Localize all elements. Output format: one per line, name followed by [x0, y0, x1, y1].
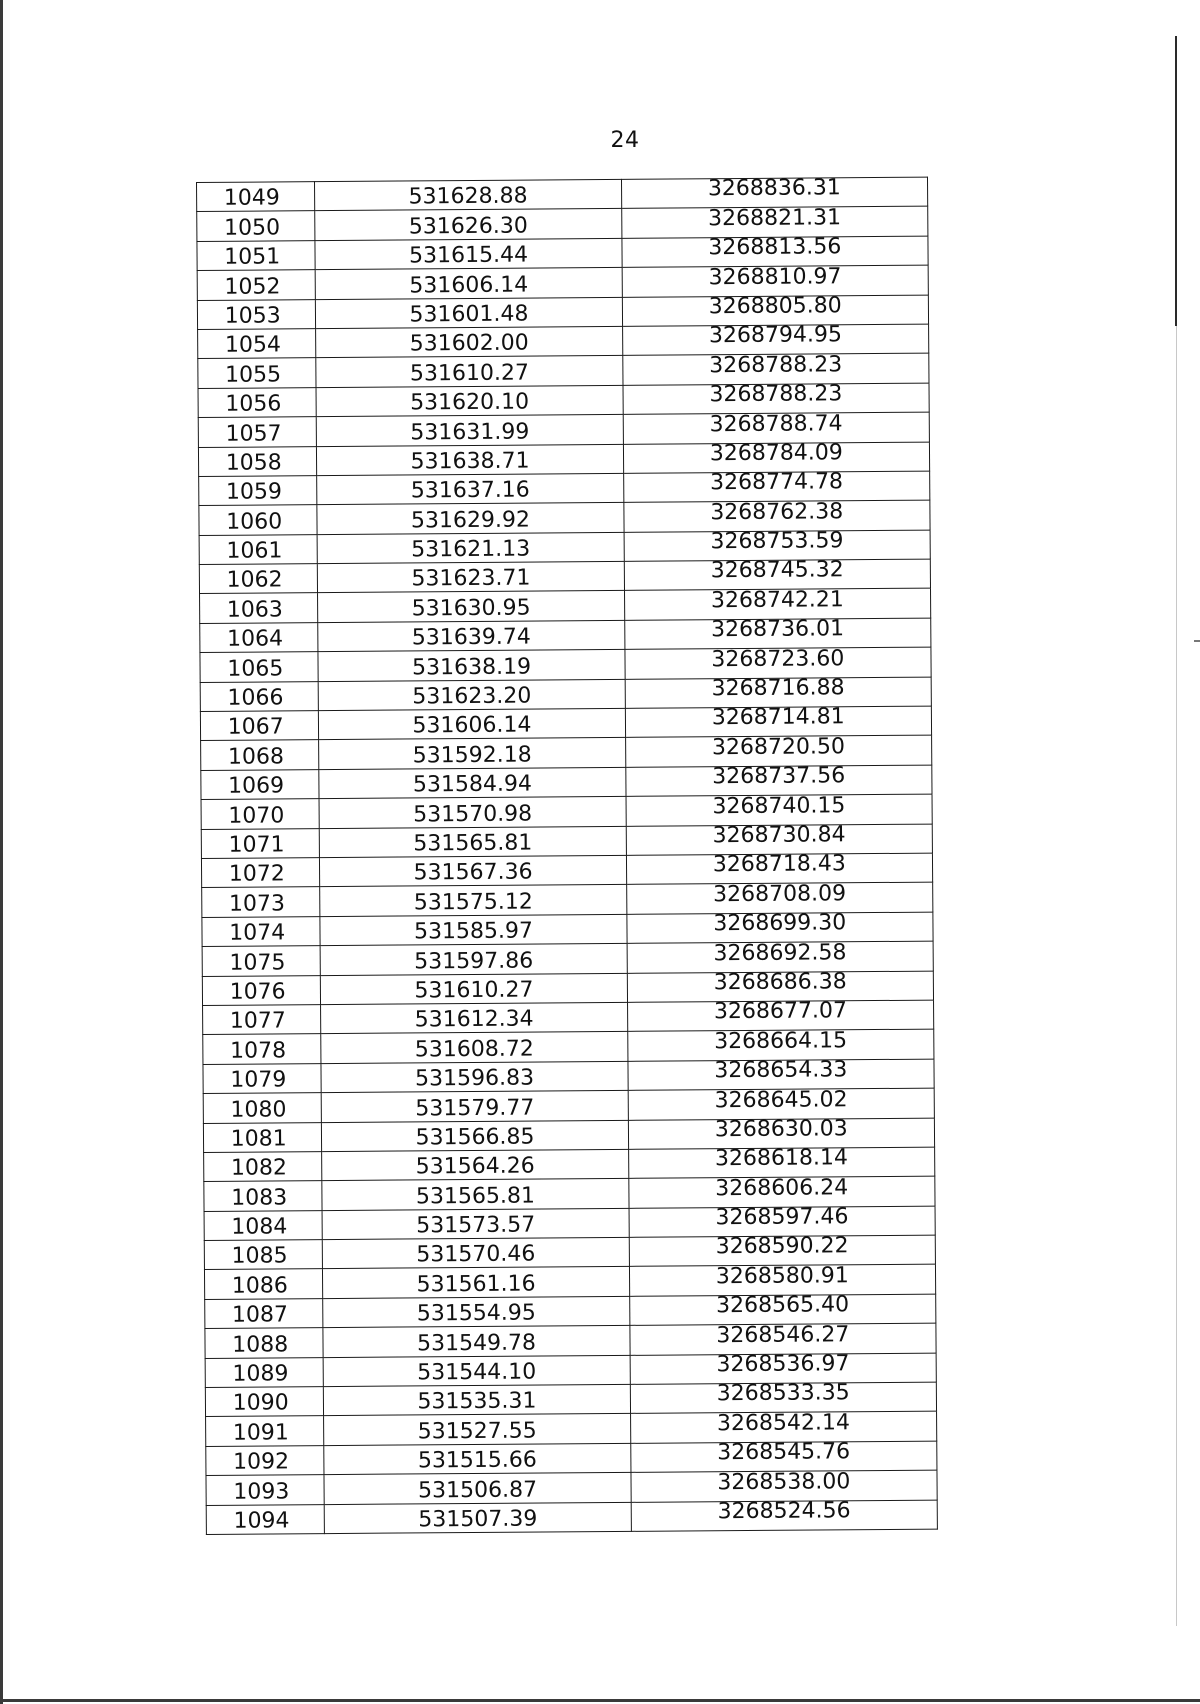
point-number-cell — [203, 1122, 322, 1152]
x-coordinate-cell-text: 531601.48 — [409, 301, 529, 328]
y-coordinate-cell-text: 3268565.40 — [715, 1292, 850, 1319]
page-number: 24 — [610, 128, 640, 153]
x-coordinate-cell-text: 531639.74 — [411, 624, 531, 651]
x-coordinate-cell — [317, 473, 623, 505]
x-coordinate-cell — [318, 561, 624, 593]
x-coordinate-cell-text: 531584.94 — [412, 771, 533, 798]
y-coordinate-cell — [628, 1088, 935, 1120]
point-number-cell — [198, 329, 317, 359]
x-coordinate-cell — [324, 1473, 630, 1505]
point-number-cell — [197, 299, 316, 329]
x-coordinate-cell — [325, 1502, 631, 1534]
point-number-cell — [198, 387, 317, 417]
point-number-cell-text: 1058 — [225, 450, 282, 476]
point-number-cell — [197, 240, 316, 270]
y-coordinate-cell — [622, 236, 929, 268]
y-coordinate-cell — [628, 1118, 935, 1150]
point-number-cell-text: 1089 — [232, 1361, 289, 1387]
y-coordinate-cell — [621, 207, 928, 239]
x-coordinate-cell-text: 531561.16 — [416, 1271, 536, 1298]
y-coordinate-cell-text: 3268536.97 — [716, 1351, 850, 1378]
y-coordinate-cell-text: 3268664.15 — [714, 1027, 848, 1054]
point-number-cell-text: 1065 — [227, 656, 284, 682]
y-coordinate-cell — [626, 824, 933, 856]
x-coordinate-cell — [321, 973, 627, 1005]
x-coordinate-cell-text: 531621.13 — [411, 536, 531, 563]
point-number-cell-text: 1080 — [230, 1096, 287, 1123]
point-number-cell — [205, 1298, 324, 1328]
point-number-cell — [204, 1210, 323, 1240]
point-number-cell — [199, 505, 318, 535]
x-coordinate-cell — [318, 650, 624, 682]
coordinate-table-body — [197, 177, 938, 1534]
x-coordinate-cell-text: 531628.88 — [408, 183, 528, 210]
y-coordinate-cell — [623, 471, 930, 503]
point-number-cell — [201, 799, 320, 829]
point-number-cell-text: 1051 — [224, 244, 281, 270]
x-coordinate-cell-text: 531602.00 — [409, 330, 529, 357]
point-number-cell — [206, 1416, 325, 1446]
point-number-cell — [197, 270, 316, 300]
y-coordinate-cell — [629, 1235, 936, 1267]
point-number-cell-text: 1084 — [231, 1214, 288, 1240]
x-coordinate-cell — [315, 238, 621, 270]
x-coordinate-cell-text: 531515.66 — [417, 1447, 537, 1474]
scan-border-bottom — [0, 1699, 1200, 1702]
x-coordinate-cell — [323, 1267, 629, 1299]
point-number-cell — [204, 1240, 323, 1270]
x-coordinate-cell-text: 531566.85 — [415, 1124, 535, 1151]
y-coordinate-cell-text: 3268630.03 — [714, 1116, 848, 1143]
x-coordinate-cell-text: 531638.71 — [410, 448, 530, 475]
x-coordinate-cell-text: 531631.99 — [410, 419, 530, 445]
y-coordinate-cell-text: 3268723.60 — [711, 645, 845, 672]
y-coordinate-cell-text: 3268533.35 — [716, 1380, 850, 1407]
point-number-cell — [197, 182, 316, 212]
point-number-cell-text: 1088 — [232, 1331, 289, 1358]
point-number-cell-text: 1094 — [233, 1508, 290, 1534]
x-coordinate-cell-text: 531612.34 — [414, 1006, 534, 1033]
scan-speck — [1194, 640, 1200, 642]
point-number-cell — [202, 975, 321, 1005]
point-number-cell-text: 1055 — [225, 362, 282, 388]
x-coordinate-cell — [320, 914, 626, 946]
x-coordinate-cell-text: 531638.19 — [411, 654, 532, 681]
y-coordinate-cell-text: 3268699.30 — [713, 910, 847, 937]
y-coordinate-cell-text: 3268692.58 — [713, 939, 847, 966]
y-coordinate-cell-text: 3268821.31 — [708, 205, 842, 232]
y-coordinate-cell — [629, 1294, 936, 1326]
x-coordinate-cell — [316, 268, 622, 300]
y-coordinate-cell-text: 3268546.27 — [716, 1321, 850, 1348]
x-coordinate-cell-text: 531610.27 — [409, 360, 529, 387]
x-coordinate-cell-text: 531610.27 — [414, 977, 534, 1004]
x-coordinate-cell — [319, 738, 625, 770]
x-coordinate-cell-text: 531554.95 — [416, 1300, 536, 1327]
x-coordinate-cell-text: 531507.39 — [418, 1506, 538, 1533]
y-coordinate-cell — [627, 912, 934, 944]
x-coordinate-cell — [319, 797, 625, 829]
point-number-cell — [202, 946, 321, 976]
x-coordinate-cell — [316, 385, 622, 417]
y-coordinate-cell-text: 3268720.50 — [711, 734, 846, 761]
y-coordinate-cell — [622, 295, 929, 327]
y-coordinate-cell — [626, 794, 933, 826]
point-number-cell — [202, 916, 321, 946]
y-coordinate-cell — [630, 1382, 937, 1414]
point-number-cell-text: 1062 — [226, 567, 283, 594]
y-coordinate-cell — [630, 1441, 937, 1473]
point-number-cell — [204, 1151, 323, 1181]
y-coordinate-cell-text: 3268654.33 — [714, 1057, 848, 1084]
y-coordinate-cell-text: 3268774.78 — [709, 469, 844, 496]
x-coordinate-cell — [321, 1032, 627, 1064]
y-coordinate-cell-text: 3268813.56 — [708, 234, 842, 261]
y-coordinate-cell — [627, 1029, 934, 1061]
x-coordinate-cell-text: 531579.77 — [415, 1095, 535, 1121]
y-coordinate-cell — [628, 1059, 935, 1091]
point-number-cell-text: 1070 — [228, 802, 285, 829]
point-number-cell-text: 1091 — [232, 1420, 289, 1446]
point-number-cell — [200, 652, 319, 682]
y-coordinate-cell — [625, 647, 932, 679]
x-coordinate-cell-text: 531596.83 — [415, 1065, 535, 1092]
y-coordinate-cell — [628, 1176, 935, 1208]
point-number-cell — [201, 858, 320, 888]
point-number-cell — [206, 1504, 325, 1534]
x-coordinate-cell — [317, 503, 623, 535]
x-coordinate-cell-text: 531565.81 — [415, 1183, 536, 1210]
y-coordinate-cell — [623, 500, 930, 532]
x-coordinate-cell — [315, 209, 621, 241]
x-coordinate-cell — [321, 1061, 627, 1093]
x-coordinate-cell-text: 531549.78 — [416, 1330, 537, 1357]
y-coordinate-cell-text: 3268794.95 — [708, 322, 843, 349]
point-number-cell — [198, 417, 317, 447]
y-coordinate-cell-text: 3268590.22 — [715, 1233, 849, 1260]
point-number-cell-text: 1056 — [225, 391, 282, 417]
point-number-cell-text: 1073 — [228, 891, 286, 917]
x-coordinate-cell — [315, 179, 621, 211]
y-coordinate-cell-text: 3268810.97 — [708, 263, 842, 290]
scan-border-right-faint — [1176, 326, 1177, 1626]
point-number-cell — [206, 1445, 325, 1475]
y-coordinate-cell — [621, 177, 928, 209]
y-coordinate-cell-text: 3268718.43 — [712, 851, 846, 878]
y-coordinate-cell-text: 3268736.01 — [711, 616, 845, 643]
y-coordinate-cell-text: 3268753.59 — [710, 528, 844, 555]
y-coordinate-cell — [629, 1265, 936, 1297]
x-coordinate-cell — [318, 620, 624, 652]
y-coordinate-cell — [624, 559, 931, 591]
point-number-cell-text: 1077 — [229, 1008, 286, 1035]
x-coordinate-cell — [317, 444, 623, 476]
table-row — [206, 1500, 937, 1535]
x-coordinate-cell — [316, 297, 622, 329]
point-number-cell — [198, 446, 317, 476]
point-number-cell — [203, 1063, 322, 1093]
x-coordinate-cell — [324, 1355, 630, 1387]
y-coordinate-cell — [623, 383, 930, 415]
point-number-cell-text: 1081 — [230, 1126, 287, 1152]
y-coordinate-cell — [631, 1470, 938, 1502]
coordinate-table — [196, 177, 938, 1535]
point-number-cell — [205, 1387, 324, 1417]
x-coordinate-cell-text: 531567.36 — [413, 859, 533, 886]
x-coordinate-cell — [317, 532, 623, 564]
point-number-cell — [200, 681, 319, 711]
x-coordinate-cell-text: 531575.12 — [413, 889, 533, 916]
x-coordinate-cell-text: 531573.57 — [416, 1212, 536, 1239]
y-coordinate-cell-text: 3268580.91 — [715, 1263, 849, 1290]
y-coordinate-cell-text: 3268730.84 — [712, 822, 846, 849]
y-coordinate-cell — [624, 618, 931, 650]
y-coordinate-cell — [624, 530, 931, 562]
y-coordinate-cell — [625, 677, 932, 709]
x-coordinate-cell-text: 531564.26 — [415, 1153, 535, 1180]
point-number-cell-text: 1061 — [226, 538, 283, 564]
point-number-cell-text: 1079 — [230, 1067, 287, 1093]
y-coordinate-cell — [626, 853, 933, 885]
y-coordinate-cell-text: 3268524.56 — [717, 1498, 851, 1525]
x-coordinate-cell — [322, 1179, 628, 1211]
y-coordinate-cell-text: 3268538.00 — [717, 1468, 851, 1495]
x-coordinate-cell-text: 531629.92 — [410, 507, 531, 534]
x-coordinate-cell-text: 531615.44 — [408, 242, 529, 269]
point-number-cell-text: 1078 — [229, 1038, 287, 1064]
y-coordinate-cell-text: 3268686.38 — [713, 969, 847, 996]
point-number-cell — [203, 1034, 322, 1064]
point-number-cell-text: 1072 — [228, 861, 285, 888]
point-number-cell-text: 1060 — [226, 509, 283, 535]
x-coordinate-cell-text: 531623.20 — [412, 683, 532, 710]
x-coordinate-cell — [320, 885, 626, 917]
point-number-cell-text: 1049 — [223, 185, 280, 212]
point-number-cell-text: 1059 — [225, 479, 283, 506]
point-number-cell-text: 1093 — [233, 1478, 290, 1505]
y-coordinate-cell-text: 3268677.07 — [713, 998, 847, 1025]
point-number-cell — [204, 1181, 323, 1211]
x-coordinate-cell — [320, 826, 626, 858]
y-coordinate-cell — [622, 353, 929, 385]
point-number-cell-text: 1083 — [231, 1185, 288, 1211]
point-number-cell-text: 1071 — [228, 832, 285, 858]
y-coordinate-cell — [631, 1500, 938, 1532]
y-coordinate-cell — [625, 706, 932, 738]
point-number-cell — [204, 1269, 323, 1299]
y-coordinate-cell — [629, 1206, 936, 1238]
x-coordinate-cell-text: 531608.72 — [414, 1036, 534, 1063]
y-coordinate-cell-text: 3268836.31 — [707, 175, 841, 202]
y-coordinate-cell-text: 3268805.80 — [708, 293, 842, 320]
x-coordinate-cell-text: 531506.87 — [418, 1477, 538, 1503]
point-number-cell — [202, 887, 321, 917]
x-coordinate-cell — [324, 1384, 630, 1416]
y-coordinate-cell — [625, 736, 932, 768]
point-number-cell — [206, 1475, 325, 1505]
point-number-cell-text: 1067 — [227, 714, 284, 741]
y-coordinate-cell-text: 3268788.23 — [709, 352, 843, 378]
point-number-cell-text: 1075 — [229, 949, 286, 976]
x-coordinate-cell — [322, 1149, 628, 1181]
x-coordinate-cell — [317, 415, 623, 447]
point-number-cell-text: 1082 — [230, 1155, 288, 1182]
point-number-cell-text: 1054 — [224, 332, 281, 359]
point-number-cell — [205, 1328, 324, 1358]
x-coordinate-cell-text: 531592.18 — [412, 742, 532, 769]
x-coordinate-cell-text: 531620.10 — [410, 389, 530, 416]
point-number-cell — [199, 564, 318, 594]
y-coordinate-cell — [628, 1147, 935, 1179]
y-coordinate-cell — [625, 765, 932, 797]
x-coordinate-cell — [323, 1237, 629, 1269]
x-coordinate-cell — [320, 855, 626, 887]
x-coordinate-cell-text: 531565.81 — [413, 830, 533, 857]
y-coordinate-cell — [624, 589, 931, 621]
point-number-cell-text: 1085 — [231, 1243, 288, 1270]
x-coordinate-cell — [316, 326, 622, 358]
y-coordinate-cell-text: 3268737.56 — [712, 763, 846, 790]
x-coordinate-cell-text: 531626.30 — [408, 213, 528, 240]
x-coordinate-cell-text: 531527.55 — [417, 1418, 537, 1445]
y-coordinate-cell-text: 3268788.74 — [709, 410, 843, 437]
y-coordinate-cell — [622, 265, 929, 297]
point-number-cell-text: 1052 — [224, 273, 281, 300]
x-coordinate-cell-text: 531637.16 — [410, 477, 530, 504]
x-coordinate-cell-text: 531623.71 — [411, 566, 531, 592]
point-number-cell-text: 1053 — [224, 303, 281, 329]
y-coordinate-cell — [630, 1323, 937, 1355]
point-number-cell — [201, 740, 320, 770]
x-coordinate-cell — [319, 708, 625, 740]
x-coordinate-cell — [316, 356, 622, 388]
point-number-cell — [199, 534, 318, 564]
x-coordinate-cell-text: 531544.10 — [417, 1359, 537, 1386]
point-number-cell — [199, 476, 318, 506]
x-coordinate-cell — [322, 1090, 628, 1122]
y-coordinate-cell-text: 3268762.38 — [710, 498, 844, 525]
y-coordinate-cell-text: 3268542.14 — [716, 1410, 850, 1437]
y-coordinate-cell — [627, 971, 934, 1003]
x-coordinate-cell-text: 531570.46 — [416, 1241, 536, 1268]
y-coordinate-cell-text: 3268742.21 — [710, 587, 844, 614]
point-number-cell-text: 1076 — [229, 979, 286, 1005]
scan-border-left — [0, 0, 3, 1704]
x-coordinate-cell — [322, 1120, 628, 1152]
y-coordinate-cell-text: 3268788.23 — [709, 381, 843, 408]
x-coordinate-cell — [323, 1296, 629, 1328]
y-coordinate-cell-text: 3268708.09 — [712, 881, 847, 907]
point-number-cell-text: 1066 — [227, 685, 284, 711]
y-coordinate-cell-text: 3268597.46 — [715, 1204, 849, 1231]
point-number-cell-text: 1057 — [225, 420, 282, 447]
y-coordinate-cell — [626, 882, 933, 914]
y-coordinate-cell — [623, 412, 930, 444]
y-coordinate-cell-text: 3268784.09 — [709, 440, 843, 467]
y-coordinate-cell — [630, 1353, 937, 1385]
point-number-cell-text: 1050 — [223, 215, 281, 241]
y-coordinate-cell-text: 3268618.14 — [714, 1145, 849, 1172]
x-coordinate-cell — [322, 1208, 628, 1240]
x-coordinate-cell-text: 531570.98 — [413, 801, 533, 828]
point-number-cell — [200, 622, 319, 652]
point-number-cell-text: 1068 — [227, 744, 285, 770]
x-coordinate-cell — [318, 591, 624, 623]
y-coordinate-cell — [622, 324, 929, 356]
point-number-cell — [203, 1005, 322, 1035]
x-coordinate-cell — [324, 1414, 630, 1446]
point-number-cell-text: 1087 — [231, 1302, 289, 1329]
y-coordinate-cell-text: 3268716.88 — [711, 675, 845, 702]
x-coordinate-cell-text: 531606.14 — [409, 272, 529, 299]
y-coordinate-cell-text: 3268606.24 — [715, 1174, 849, 1201]
point-number-cell-text: 1074 — [229, 920, 286, 946]
point-number-cell-text: 1069 — [228, 773, 285, 799]
x-coordinate-cell — [324, 1443, 630, 1475]
y-coordinate-cell — [630, 1412, 937, 1444]
point-number-cell — [203, 1093, 322, 1123]
y-coordinate-cell-text: 3268645.02 — [714, 1086, 848, 1113]
point-number-cell-text: 1063 — [226, 597, 283, 623]
point-number-cell — [197, 211, 316, 241]
x-coordinate-cell — [323, 1326, 629, 1358]
x-coordinate-cell-text: 531597.86 — [414, 948, 534, 974]
point-number-cell — [198, 358, 317, 388]
point-number-cell — [201, 769, 320, 799]
point-number-cell — [200, 593, 319, 623]
y-coordinate-cell-text: 3268745.32 — [710, 557, 844, 584]
scan-border-right — [1175, 36, 1177, 326]
y-coordinate-cell — [627, 941, 934, 973]
x-coordinate-cell-text: 531606.14 — [412, 712, 532, 739]
point-number-cell-text: 1092 — [232, 1449, 290, 1475]
x-coordinate-cell-text: 531585.97 — [413, 918, 534, 945]
point-number-cell-text: 1086 — [231, 1273, 288, 1299]
x-coordinate-cell — [319, 679, 625, 711]
x-coordinate-cell — [321, 944, 627, 976]
y-coordinate-cell — [623, 442, 930, 474]
y-coordinate-cell — [627, 1000, 934, 1032]
point-number-cell — [200, 711, 319, 741]
point-number-cell-text: 1090 — [232, 1390, 289, 1417]
x-coordinate-cell — [319, 767, 625, 799]
point-number-cell — [205, 1357, 324, 1387]
y-coordinate-cell-text: 3268714.81 — [711, 704, 845, 731]
y-coordinate-cell-text: 3268545.76 — [717, 1439, 851, 1466]
y-coordinate-cell-text: 3268740.15 — [712, 792, 846, 819]
point-number-cell — [201, 828, 320, 858]
point-number-cell-text: 1064 — [226, 626, 284, 653]
x-coordinate-cell — [321, 1002, 627, 1034]
x-coordinate-cell-text: 531535.31 — [417, 1388, 537, 1415]
x-coordinate-cell-text: 531630.95 — [411, 595, 531, 622]
